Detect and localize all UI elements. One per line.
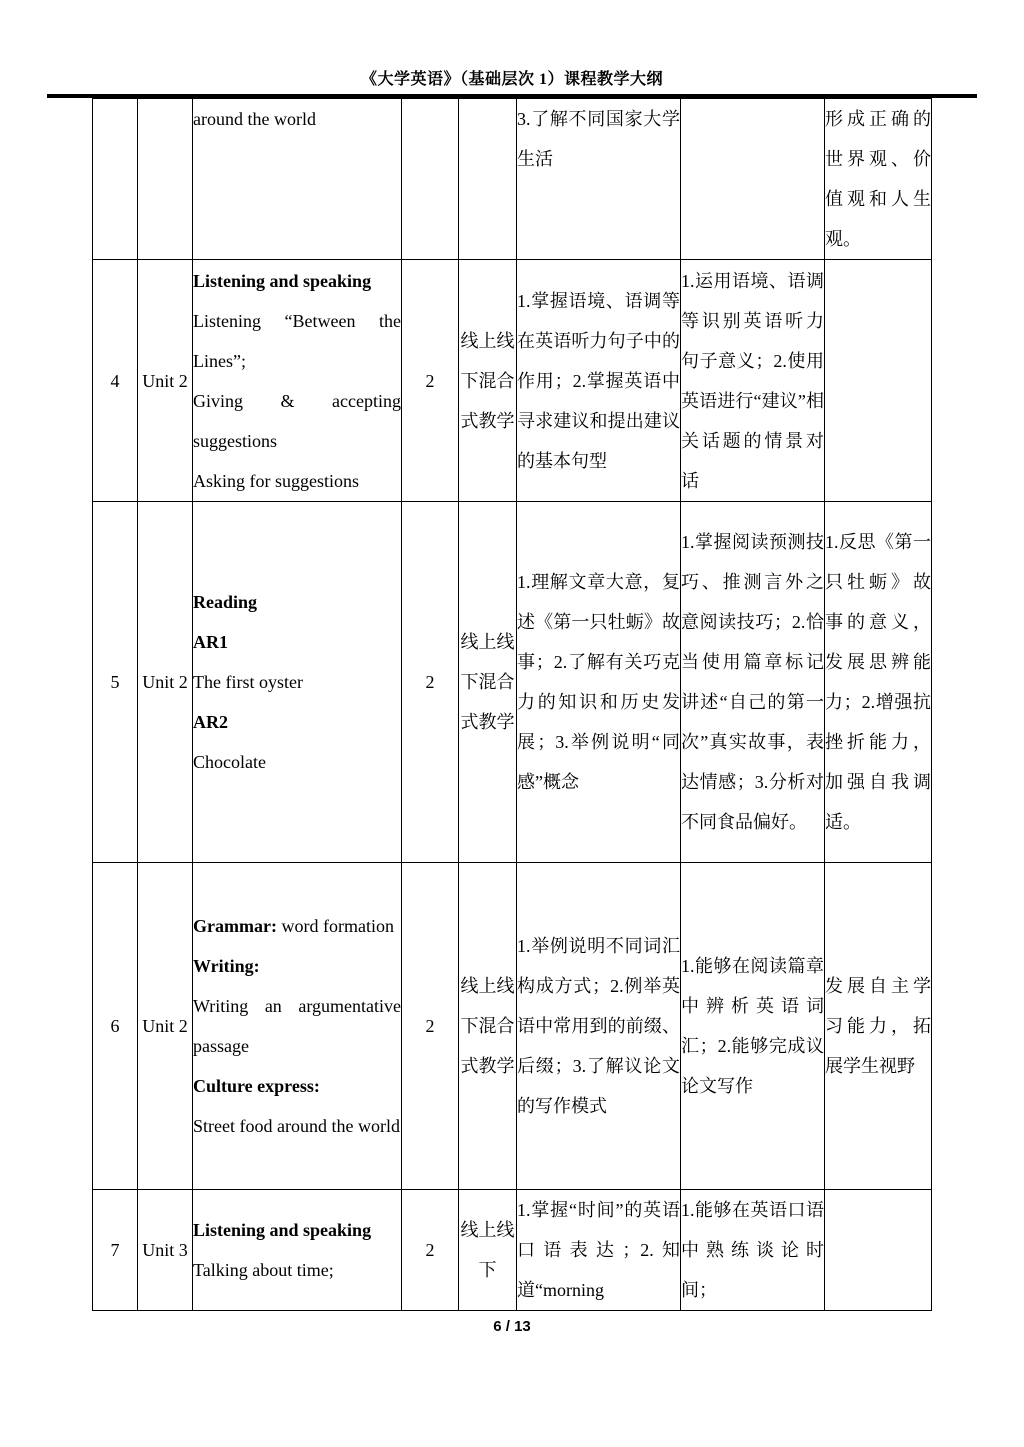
cell-ability-objectives: 1.能够在阅读篇章中辨析英语词汇；2.能够完成议论文写作 [681, 863, 825, 1190]
cell-class-hours: 2 [402, 260, 459, 502]
syllabus-table-body [93, 99, 932, 1311]
syllabus-table [92, 98, 932, 1311]
content-paragraph: Street food around the world [193, 1116, 400, 1136]
cell-knowledge-objectives: 1.掌握“时间”的英语口语表达；2.知道“morning [517, 1190, 681, 1311]
cell-ability-objectives: 1.掌握阅读预测技巧、推测言外之意阅读技巧；2.恰当使用篇章标记讲述“自己的第一次”真实故事，表达情感；3.分析对不同食品偏好。 [681, 502, 825, 863]
cell-class-hours [402, 99, 459, 260]
content-paragraph: Reading [193, 592, 258, 612]
cell-teaching-method: 线上线下混合式教学 [459, 260, 517, 502]
cell-teaching-content [193, 863, 402, 1190]
cell-row-index: 5 [93, 502, 138, 863]
cell-ability-objectives [681, 99, 825, 260]
cell-literacy-objectives [825, 260, 932, 502]
cell-row-index: 7 [93, 1190, 138, 1311]
table-row [93, 502, 932, 863]
content-paragraph: The first oyster [193, 672, 303, 692]
cell-literacy-objectives: 发展自主学习能力，拓展学生视野 [825, 863, 932, 1190]
cell-class-hours: 2 [402, 502, 459, 863]
cell-ability-objectives: 1.能够在英语口语中熟练谈论时间； [681, 1190, 825, 1311]
page-number: 6 / 13 [493, 1318, 531, 1335]
cell-teaching-method: 线上线下 [459, 1190, 517, 1311]
cell-teaching-method: 线上线下混合式教学 [459, 863, 517, 1190]
content-paragraph: Grammar: word formation [193, 916, 394, 936]
cell-knowledge-objectives: 3.了解不同国家大学生活 [517, 99, 681, 260]
cell-ability-objectives: 1.运用语境、语调等识别英语听力句子意义；2.使用英语进行“建议”相关话题的情景对话 [681, 260, 825, 502]
cell-row-index [93, 99, 138, 260]
content-paragraph: Writing: [193, 956, 260, 976]
content-paragraph: Giving & accepting suggestions [193, 390, 401, 451]
cell-teaching-method [459, 99, 517, 260]
content-paragraph: Culture express: [193, 1076, 320, 1096]
cell-literacy-objectives: 形成正确的世界观、价值观和人生观。 [825, 99, 932, 260]
content-paragraph: AR1 [193, 632, 228, 652]
cell-teaching-content [193, 502, 402, 863]
document-title: 《大学英语》（基础层次 1）课程教学大纲 [360, 71, 663, 88]
content-paragraph: around the world [193, 109, 316, 129]
cell-knowledge-objectives: 1.掌握语境、语调等在英语听力句子中的作用；2.掌握英语中寻求建议和提出建议的基本句型 [517, 260, 681, 502]
content-paragraph: Listening and speaking [193, 1220, 372, 1240]
cell-knowledge-objectives: 1.理解文章大意，复述《第一只牡蛎》故事；2.了解有关巧克力的知识和历史发展；3.举例说明“同感”概念 [517, 502, 681, 863]
table-row [93, 1190, 932, 1311]
content-paragraph: Listening “Between the Lines”; [193, 310, 401, 371]
content-paragraph: Asking for suggestions [193, 470, 359, 491]
cell-unit: Unit 3 [138, 1190, 193, 1311]
content-paragraph: AR2 [193, 712, 228, 732]
cell-teaching-content [193, 1190, 402, 1311]
cell-unit: Unit 2 [138, 260, 193, 502]
cell-unit: Unit 2 [138, 502, 193, 863]
cell-class-hours: 2 [402, 1190, 459, 1311]
content-paragraph: Listening and speaking [193, 270, 372, 291]
content-paragraph: Writing an argumentative passage [193, 996, 401, 1056]
cell-teaching-content [193, 260, 402, 502]
cell-knowledge-objectives: 1.举例说明不同词汇构成方式；2.例举英语中常用到的前缀、后缀；3.了解议论文的写作模式 [517, 863, 681, 1190]
cell-class-hours: 2 [402, 863, 459, 1190]
cell-teaching-method: 线上线下混合式教学 [459, 502, 517, 863]
content-paragraph: Chocolate [193, 752, 266, 772]
cell-unit [138, 99, 193, 260]
cell-row-index: 6 [93, 863, 138, 1190]
table-row [93, 260, 932, 502]
content-paragraph: Talking about time; [193, 1260, 334, 1280]
cell-row-index: 4 [93, 260, 138, 502]
table-row [93, 863, 932, 1190]
cell-literacy-objectives: 1.反思《第一只牡蛎》故事的意义，发展思辨能力；2.增强抗挫折能力，加强自我调适。 [825, 502, 932, 863]
cell-unit: Unit 2 [138, 863, 193, 1190]
cell-literacy-objectives [825, 1190, 932, 1311]
cell-teaching-content [193, 99, 402, 260]
table-row [93, 99, 932, 260]
